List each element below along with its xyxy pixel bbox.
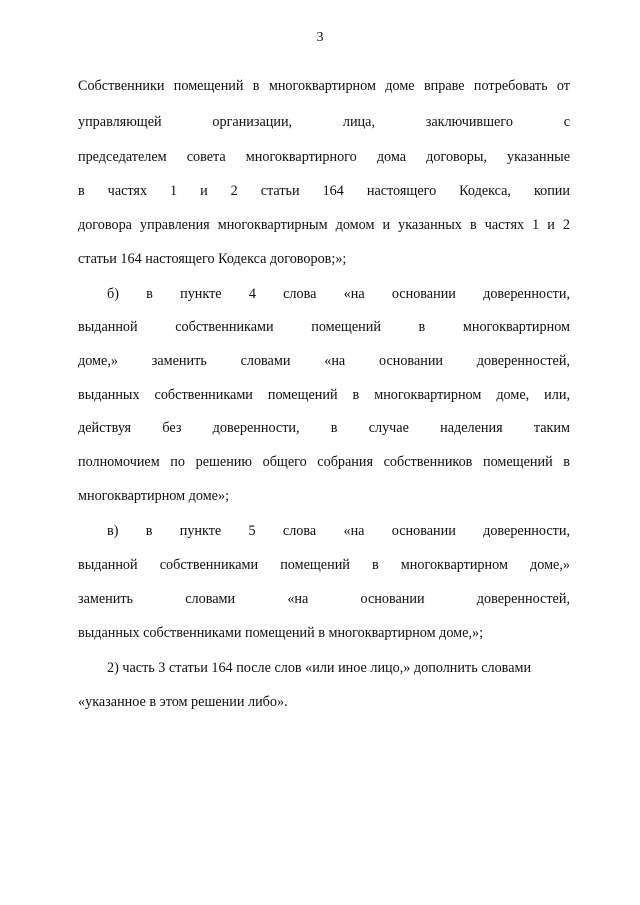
text-line: выданной собственниками помещений в многоквартирном [78, 319, 570, 335]
text-line: доме,» заменить словами «на основании доверенностей, [78, 353, 570, 369]
text-line: заменить словами «на основании доверенностей, [78, 591, 570, 607]
text-line: полномочием по решению общего собрания собственников помещений в [78, 454, 570, 470]
text-line: «указанное в этом решении либо». [78, 694, 288, 710]
text-line: в частях 1 и 2 статьи 164 настоящего Кодекса, копии [78, 183, 570, 199]
text-line: председателем совета многоквартирного дома договоры, указанные [78, 149, 570, 165]
text-line: 2) часть 3 статьи 164 после слов «или иное лицо,» дополнить словами [107, 660, 532, 676]
text-line: выданных собственниками помещений в многоквартирном доме, или, [78, 387, 570, 403]
text-line: выданной собственниками помещений в многоквартирном доме,» [78, 557, 570, 573]
text-line: статьи 164 настоящего Кодекса договоров;»; [78, 251, 347, 267]
text-line: в) в пункте 5 слова «на основании доверенности, [107, 523, 570, 539]
text-line: управляющей организации, лица, заключившего с [78, 114, 570, 130]
text-line: договора управления многоквартирным домом и указанных в частях 1 и 2 [78, 217, 570, 233]
page-number: 3 [316, 30, 324, 45]
text-line: действуя без доверенности, в случае наделения таким [78, 420, 570, 436]
text-line: б) в пункте 4 слова «на основании доверенности, [107, 286, 570, 302]
text-line: многоквартирном доме»; [78, 488, 230, 504]
text-line: выданных собственниками помещений в многоквартирном доме,»; [78, 625, 484, 641]
text-line: Собственники помещений в многоквартирном доме вправе потребовать от [78, 78, 570, 94]
